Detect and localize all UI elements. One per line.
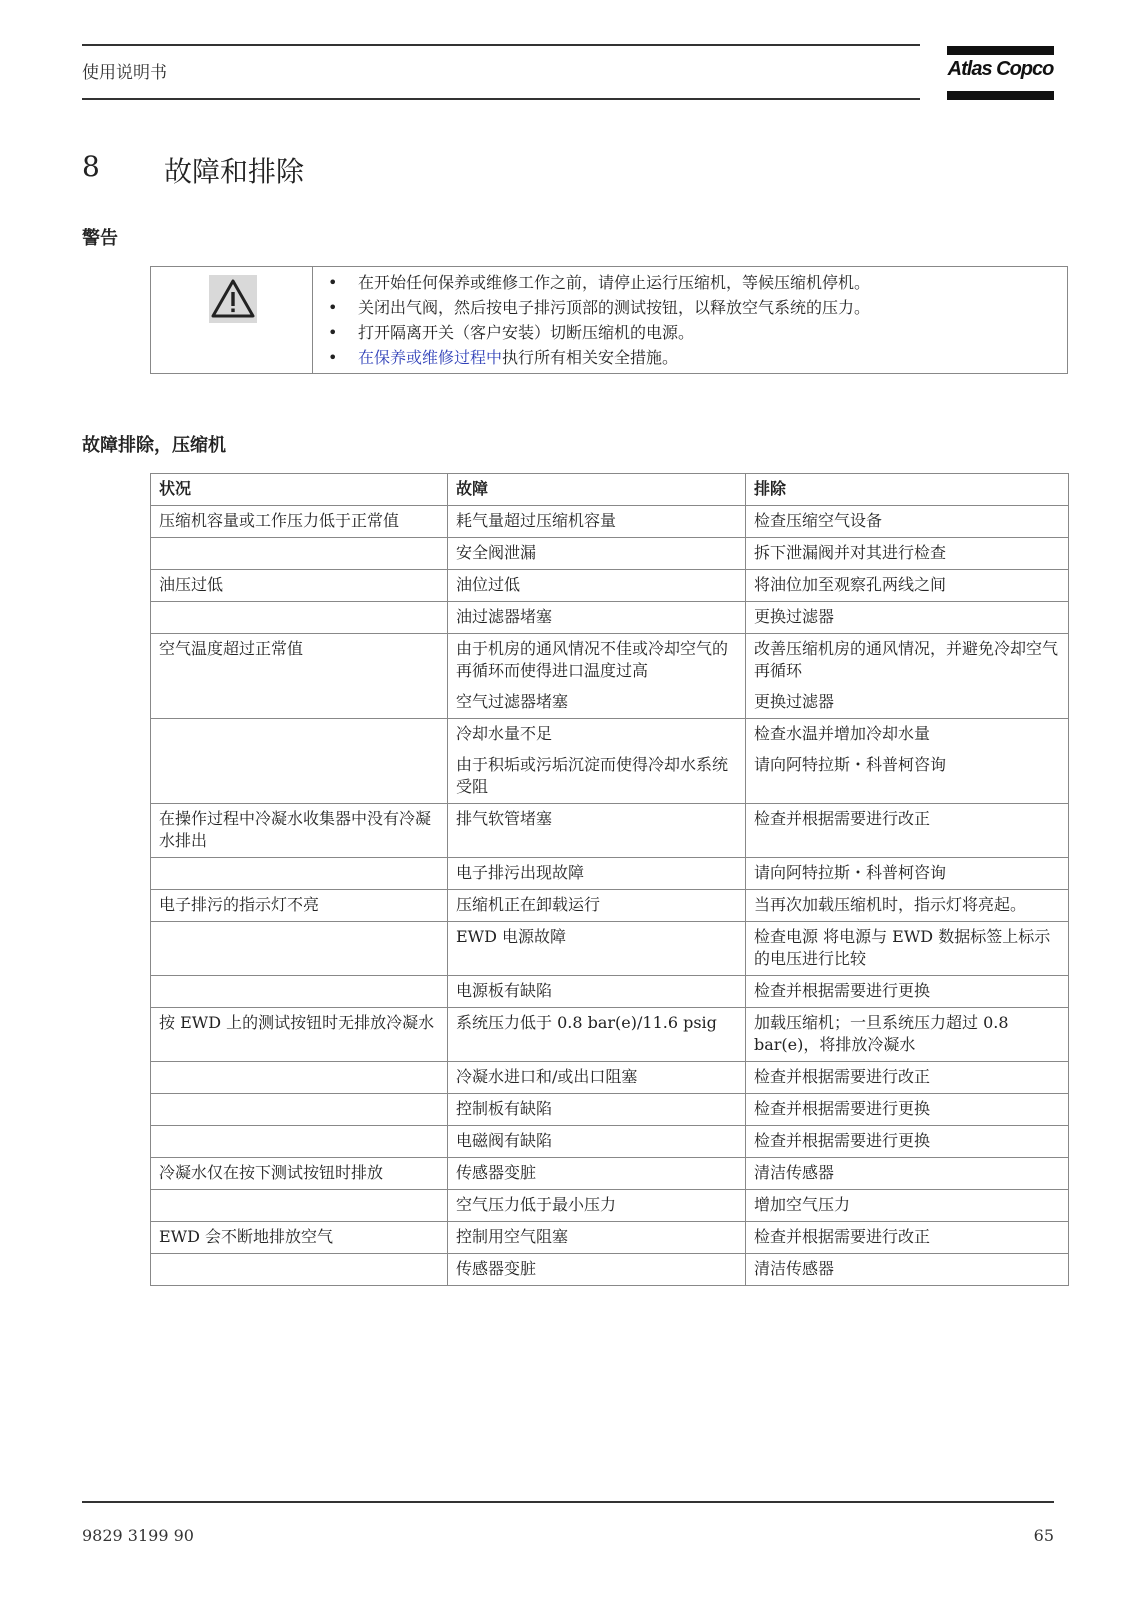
- atlas-copco-logo: [947, 46, 1054, 100]
- table-row: [151, 922, 1069, 976]
- condition-cell: 油压过低: [151, 570, 448, 602]
- table-header-row: [151, 474, 1069, 506]
- warning-item: [326, 295, 870, 320]
- condition-cell: 压缩机容量或工作压力低于正常值: [151, 506, 448, 538]
- condition-cell: [151, 750, 448, 804]
- header-rule-bottom: [82, 98, 920, 100]
- safety-precautions-link[interactable]: 在保养或维修过程中: [358, 348, 503, 367]
- fault-cell: 空气压力低于最小压力: [448, 1190, 746, 1222]
- fault-cell: 油过滤器堵塞: [448, 602, 746, 634]
- fault-cell: 油位过低: [448, 570, 746, 602]
- table-row: [151, 1190, 1069, 1222]
- condition-cell: 在操作过程中冷凝水收集器中没有冷凝水排出: [151, 804, 448, 858]
- remedy-cell: 检查并根据需要进行改正: [746, 1222, 1069, 1254]
- remedy-cell: 拆下泄漏阀并对其进行检查: [746, 538, 1069, 570]
- remedy-cell: 检查压缩空气设备: [746, 506, 1069, 538]
- fault-cell: 控制用空气阻塞: [448, 1222, 746, 1254]
- remedy-cell: 请向阿特拉斯・科普柯咨询: [746, 858, 1069, 890]
- troubleshooting-table: [150, 473, 1069, 1286]
- logo-bar-bottom: [947, 91, 1054, 100]
- page-number: 65: [1033, 1526, 1054, 1545]
- condition-cell: [151, 538, 448, 570]
- warning-box: [150, 266, 1068, 374]
- condition-cell: [151, 1094, 448, 1126]
- table-row: [151, 804, 1069, 858]
- warning-item-text: 在开始任何保养或维修工作之前，请停止运行压缩机，等候压缩机停机。: [358, 273, 871, 292]
- warning-heading: 警告: [82, 228, 118, 249]
- fault-cell: 系统压力低于 0.8 bar(e)/11.6 psig: [448, 1008, 746, 1062]
- header-rule-top: [82, 44, 920, 46]
- fault-cell: 空气过滤器堵塞: [448, 687, 746, 719]
- warning-icon-cell: [151, 267, 313, 373]
- column-header-condition: 状况: [151, 474, 448, 506]
- condition-cell: EWD 会不断地排放空气: [151, 1222, 448, 1254]
- fault-cell: 耗气量超过压缩机容量: [448, 506, 746, 538]
- fault-cell: 排气软管堵塞: [448, 804, 746, 858]
- condition-cell: [151, 719, 448, 751]
- condition-cell: [151, 1126, 448, 1158]
- bullet: •: [328, 273, 338, 292]
- condition-cell: [151, 858, 448, 890]
- condition-cell: 按 EWD 上的测试按钮时无排放冷凝水: [151, 1008, 448, 1062]
- table-row: [151, 858, 1069, 890]
- fault-cell: 由于积垢或污垢沉淀而使得冷却水系统受阻: [448, 750, 746, 804]
- table-row: [151, 1062, 1069, 1094]
- fault-cell: 电子排污出现故障: [448, 858, 746, 890]
- table-row: [151, 976, 1069, 1008]
- warning-item-text: 关闭出气阀，然后按电子排污顶部的测试按钮，以释放空气系统的压力。: [358, 298, 871, 317]
- remedy-cell: 加载压缩机；一旦系统压力超过 0.8 bar(e)，将排放冷凝水: [746, 1008, 1069, 1062]
- footer-rule: [82, 1501, 1054, 1503]
- remedy-cell: 将油位加至观察孔两线之间: [746, 570, 1069, 602]
- remedy-cell: 更换过滤器: [746, 602, 1069, 634]
- fault-cell: 压缩机正在卸载运行: [448, 890, 746, 922]
- remedy-cell: 检查电源 将电源与 EWD 数据标签上标示的电压进行比较: [746, 922, 1069, 976]
- warning-list: [326, 270, 870, 370]
- table-row: [151, 750, 1069, 804]
- bullet: •: [328, 348, 338, 367]
- remedy-cell: 请向阿特拉斯・科普柯咨询: [746, 750, 1069, 804]
- warning-item: [326, 320, 870, 345]
- bullet: •: [328, 298, 338, 317]
- fault-cell: 冷却水量不足: [448, 719, 746, 751]
- warning-item: [326, 270, 870, 295]
- fault-cell: 传感器变脏: [448, 1254, 746, 1286]
- remedy-cell: 检查并根据需要进行更换: [746, 1094, 1069, 1126]
- document-number: 9829 3199 90: [82, 1526, 194, 1545]
- table-row: [151, 1008, 1069, 1062]
- condition-cell: [151, 687, 448, 719]
- fault-cell: 控制板有缺陷: [448, 1094, 746, 1126]
- remedy-cell: 当再次加载压缩机时，指示灯将亮起。: [746, 890, 1069, 922]
- condition-cell: [151, 976, 448, 1008]
- remedy-cell: 检查并根据需要进行改正: [746, 1062, 1069, 1094]
- remedy-cell: 检查并根据需要进行更换: [746, 976, 1069, 1008]
- warning-item-text: 执行所有相关安全措施。: [502, 348, 679, 367]
- remedy-cell: 检查并根据需要进行更换: [746, 1126, 1069, 1158]
- fault-cell: EWD 电源故障: [448, 922, 746, 976]
- fault-cell: 传感器变脏: [448, 1158, 746, 1190]
- warning-item-text: 打开隔离开关（客户安装）切断压缩机的电源。: [358, 323, 695, 342]
- condition-cell: 冷凝水仅在按下测试按钮时排放: [151, 1158, 448, 1190]
- fault-cell: 由于机房的通风情况不佳或冷却空气的再循环而使得进口温度过高: [448, 634, 746, 688]
- fault-cell: 电磁阀有缺陷: [448, 1126, 746, 1158]
- condition-cell: [151, 602, 448, 634]
- fault-cell: 电源板有缺陷: [448, 976, 746, 1008]
- table-row: [151, 538, 1069, 570]
- table-row: [151, 1094, 1069, 1126]
- remedy-cell: 改善压缩机房的通风情况，并避免冷却空气再循环: [746, 634, 1069, 688]
- condition-cell: 电子排污的指示灯不亮: [151, 890, 448, 922]
- table-row: [151, 890, 1069, 922]
- fault-cell: 安全阀泄漏: [448, 538, 746, 570]
- table-row: [151, 602, 1069, 634]
- table-row: [151, 687, 1069, 719]
- chapter-title: 故障和排除: [164, 155, 305, 188]
- table-row: [151, 634, 1069, 688]
- condition-cell: [151, 1254, 448, 1286]
- warning-triangle-icon: [209, 275, 257, 323]
- table-row: [151, 1254, 1069, 1286]
- condition-cell: [151, 1062, 448, 1094]
- remedy-cell: 检查水温并增加冷却水量: [746, 719, 1069, 751]
- troubleshooting-heading: 故障排除，压缩机: [82, 435, 226, 456]
- fault-cell: 冷凝水进口和/或出口阻塞: [448, 1062, 746, 1094]
- chapter-number: 8: [82, 150, 100, 183]
- condition-cell: [151, 922, 448, 976]
- bullet: •: [328, 323, 338, 342]
- table-row: [151, 1222, 1069, 1254]
- column-header-fault: 故障: [448, 474, 746, 506]
- remedy-cell: 清洁传感器: [746, 1158, 1069, 1190]
- condition-cell: [151, 1190, 448, 1222]
- remedy-cell: 增加空气压力: [746, 1190, 1069, 1222]
- table-row: [151, 1158, 1069, 1190]
- condition-cell: 空气温度超过正常值: [151, 634, 448, 688]
- table-body: [151, 506, 1069, 1286]
- document-type: 使用说明书: [82, 63, 167, 83]
- table-row: [151, 506, 1069, 538]
- warning-item: [326, 345, 870, 370]
- table-row: [151, 570, 1069, 602]
- remedy-cell: 更换过滤器: [746, 687, 1069, 719]
- remedy-cell: 检查并根据需要进行改正: [746, 804, 1069, 858]
- remedy-cell: 清洁传感器: [746, 1254, 1069, 1286]
- logo-bar-top: [947, 46, 1054, 55]
- column-header-remedy: 排除: [746, 474, 1069, 506]
- logo-wordmark: Atlas Copco: [947, 58, 1054, 80]
- table-row: [151, 1126, 1069, 1158]
- table-row: [151, 719, 1069, 751]
